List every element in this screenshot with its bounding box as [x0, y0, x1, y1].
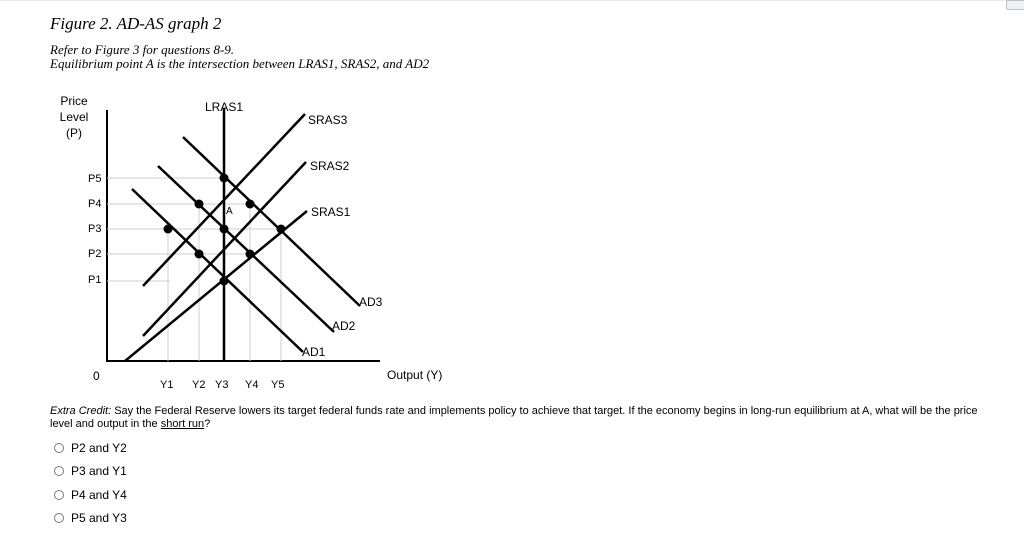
figure-note [50, 43, 429, 71]
answer-option-1[interactable] [54, 436, 127, 460]
p2-label: P2 [88, 248, 102, 260]
sras3-label: SRAS3 [308, 113, 348, 127]
origin-label: 0 [93, 369, 100, 383]
y1-label: Y1 [160, 379, 174, 391]
p3-label: P3 [88, 223, 102, 235]
point-a-label: A [226, 206, 233, 217]
point-y2-p2 [195, 250, 204, 259]
point-y4-p4 [246, 200, 255, 209]
y5-label: Y5 [271, 379, 285, 391]
figure-title: Figure 2. AD-AS graph 2 [50, 14, 222, 33]
y-axis-label-line-1: Price [60, 94, 88, 108]
ad1-label: AD1 [302, 345, 326, 359]
point-y4-p2 [246, 250, 255, 259]
y-axis-label-line-2: Level [59, 110, 89, 124]
point-y2-p4 [195, 200, 204, 209]
y3-label: Y3 [215, 379, 229, 391]
answer-option-4[interactable] [54, 507, 127, 531]
page-top-border [0, 0, 1004, 1]
ad2-label: AD2 [332, 319, 356, 333]
point-y1-p3 [164, 225, 173, 234]
radio-button[interactable] [54, 443, 64, 453]
sras1-label: SRAS1 [311, 205, 351, 219]
y4-label: Y4 [245, 379, 259, 391]
ad2-line [158, 166, 334, 332]
point-lras-p1 [220, 277, 229, 286]
scroll-corner-widget[interactable] [1006, 0, 1024, 10]
point-lras-p3 [220, 225, 229, 234]
question-lead: Extra Credit: [50, 405, 112, 417]
point-y5-p3 [277, 225, 286, 234]
question-body: Say the Federal Reserve lowers its target federal funds rate and implements policy to achieve that target. If the economy begins in long-run equilibrium at A, what will be the price level and output in the [50, 405, 978, 430]
ad3-label: AD3 [359, 295, 383, 309]
figure-note-line-2: Equilibrium point A is the intersection between LRAS1, SRAS2, and AD2 [50, 56, 430, 71]
radio-button[interactable] [54, 513, 64, 523]
x-axis-label: Output (Y) [387, 368, 443, 382]
y-axis-label-line-3: (P) [66, 126, 82, 140]
question-text [50, 405, 990, 431]
radio-button[interactable] [54, 466, 64, 476]
p4-label: P4 [88, 198, 102, 210]
lras1-label: LRAS1 [205, 100, 244, 114]
answer-option-2[interactable] [54, 460, 127, 484]
answer-option-label: P2 and Y2 [71, 440, 127, 455]
sras1-line [125, 211, 307, 361]
answer-option-3[interactable] [54, 483, 127, 507]
answer-option-label: P4 and Y4 [71, 487, 127, 502]
p5-label: P5 [88, 173, 102, 185]
answer-option-label: P3 and Y1 [71, 464, 127, 479]
figure-note-line-1: Refer to Figure 3 for questions 8-9. [50, 42, 235, 57]
ad-as-graph [50, 90, 470, 395]
answer-options [54, 436, 127, 530]
point-lras-p5 [220, 174, 229, 183]
radio-button[interactable] [54, 490, 64, 500]
answer-option-label: P5 and Y3 [71, 511, 127, 526]
sras2-label: SRAS2 [310, 159, 350, 173]
y2-label: Y2 [192, 379, 206, 391]
question-short-run: short run [160, 418, 205, 430]
question-end: ? [204, 418, 211, 430]
p1-label: P1 [88, 274, 102, 286]
